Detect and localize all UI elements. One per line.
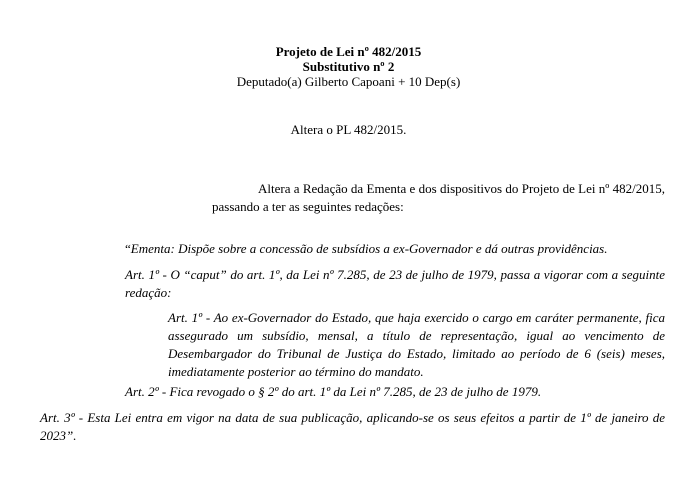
article-2-paragraph: Art. 2º - Fica revogado o § 2º do art. 1º da Lei nº 7.285, de 23 de julho de 1979. bbox=[125, 384, 542, 399]
bill-title: Projeto de Lei nº 482/2015 bbox=[275, 44, 422, 59]
article-3-paragraph: Art. 3º - Esta Lei entra em vigor na data de sua publicação, aplicando-se os seus efeitos a partir de 1º de janeiro de 2023”. bbox=[40, 410, 665, 443]
document-header bbox=[0, 44, 697, 89]
article-1-paragraph: Art. 1º - O “caput” do art. 1º, da Lei nº 7.285, de 23 de julho de 1979, passa a vigorar com a seguinte redação: bbox=[125, 267, 665, 300]
ementa-text: Ementa: Dispõe sobre a concessão de subsídios a ex-Governador e dá outras providências. bbox=[130, 241, 608, 256]
opening-quote: “ bbox=[125, 241, 131, 256]
article-1-new-wording: Art. 1º - Ao ex-Governador do Estado, que haja exercido o cargo em caráter permanente, fica assegurado um subsídio, mensal, a título de representação, igual ao vencimento de Desembargador do Tribunal de Justiça do Estado, limitado ao período de 6 (seis) meses, imediatamente posterior ao término do mandato. bbox=[168, 310, 665, 379]
ementa-paragraph bbox=[125, 240, 665, 258]
ementa-summary: Altera o PL 482/2015. bbox=[290, 122, 407, 137]
author-line: Deputado(a) Gilberto Capoani + 10 Dep(s) bbox=[236, 74, 461, 89]
substitute-number: Substitutivo nº 2 bbox=[302, 59, 395, 74]
intro-paragraph: Altera a Redação da Ementa e dos dispositivos do Projeto de Lei nº 482/2015, passando a ter as seguintes redações: bbox=[212, 181, 665, 214]
